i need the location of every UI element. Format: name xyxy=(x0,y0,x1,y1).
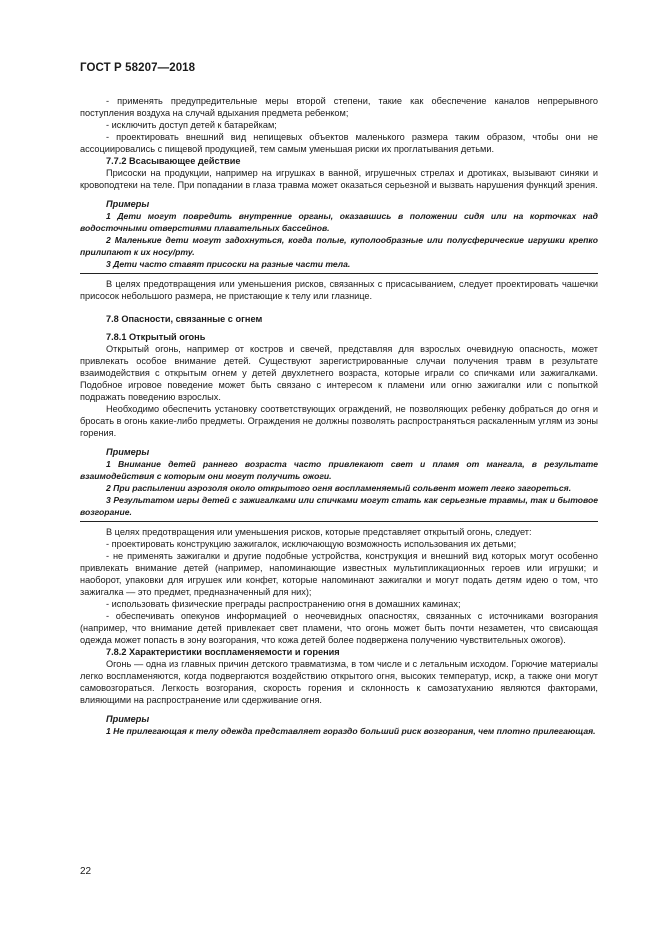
paragraph: - исключить доступ детей к батарейкам; xyxy=(106,120,277,130)
examples-separator xyxy=(80,273,598,274)
examples-title: Примеры xyxy=(106,714,150,724)
examples-title: Примеры xyxy=(106,199,150,209)
list-item: - проектировать конструкцию зажигалок, исключающую возможность использования их детьми; xyxy=(106,539,517,549)
example-item: 3 Результатом игры детей с зажигалками или спичками могут стать как серьезные травмы, так и бытовое возгорание. xyxy=(80,495,598,517)
list-item: - не применять зажигалки и другие подобные устройства, конструкция и внешний вид которых могут особенно привлекать внимание детей (например, напоминающие известных мультипликационных героев или игрушки; и наоборот, упаковки для игрушек или конфет, которые напоминают зажигалки и могут подать детям идею о том, что зажигалка — это предмет, предназначенный для них); xyxy=(80,551,598,597)
section-heading-7-8: 7.8 Опасности, связанные с огнем xyxy=(106,314,263,324)
examples-title: Примеры xyxy=(106,447,150,457)
paragraph: - применять предупредительные меры второй степени, такие как обеспечение каналов непрерывного поступления воздуха на случай вдыхания предмета ребенком; xyxy=(80,96,598,118)
paragraph: Необходимо обеспечить установку соответствующих ограждений, не позволяющих ребенку добраться до огня и бросать в огонь какие-либо предметы. Ограждения не должны позволять распространяться раскаленным углям из зоны горения. xyxy=(80,404,598,438)
paragraph: Присоски на продукции, например на игрушках в ванной, игрушечных стрелах и дротиках, вызывают синяки и кровоподтеки на теле. При попадании в глаза травма может оказаться серьезной и вызвать нарушения функций зрения. xyxy=(80,168,598,190)
section-heading-7-8-1: 7.8.1 Открытый огонь xyxy=(106,332,206,342)
example-item: 2 Маленькие дети могут задохнуться, когда полые, куполообразные или полусферические игрушки крепко прилипают к их носу/рту. xyxy=(80,235,598,257)
list-item: - обеспечивать опекунов информацией о неочевидных опасностях, связанных с источниками возгорания (например, что внимание детей привлекает свет пламени, что огонь может быть почти незаметен, что свисающая одежда может попасть в зону возгорания, что кожа детей более подвержена получению чувствительных ожогов). xyxy=(80,611,598,645)
section-heading-7-8-2: 7.8.2 Характеристики воспламеняемости и горения xyxy=(106,647,340,657)
paragraph: Огонь — одна из главных причин детского травматизма, в том числе и с летальным исходом. Горючие материалы легко воспламеняются, когда подвергаются воздействию открытого огня, высоких температур, искр, а также они могут самовозгораться. Легкость возгорания, скорость горения и склонность к самозатуханию являются факторами, влияющими на распространение или сдерживание огня. xyxy=(80,659,598,705)
example-item: 2 При распылении аэрозоля около открытого огня воспламеняемый сольвент может легко загореться. xyxy=(106,483,572,493)
paragraph: Открытый огонь, например от костров и свечей, представляя для взрослых очевидную опасность, может привлекать особое внимание детей. Существуют зарегистрированные случаи получения травм в результате взаимодействия с открытым огнем у детей двухлетнего возраста, которые играли со спичками или зажигалками. Подобное игровое поведение может быть связано с интересом к пламени или огню зажигалки или с попыткой подражать поведению взрослых. xyxy=(80,344,598,402)
page-number: 22 xyxy=(80,866,92,877)
document-header: ГОСТ Р 58207—2018 xyxy=(80,62,196,74)
example-item: 1 Не прилегающая к телу одежда представляет гораздо больший риск возгорания, чем плотно прилегающая. xyxy=(106,726,596,736)
document-body xyxy=(80,95,598,737)
example-item: 1 Внимание детей раннего возраста часто привлекают свет и пламя от мангала, в результате взаимодействия с которым они могут получить ожоги. xyxy=(80,459,598,481)
example-item: 1 Дети могут повредить внутренние органы, оказавшись в положении сидя или на корточках над водосточными отверстиями плавательных бассейнов. xyxy=(80,211,598,233)
section-heading-7-7-2: 7.7.2 Всасывающее действие xyxy=(106,156,241,166)
examples-separator xyxy=(80,521,598,522)
paragraph: В целях предотвращения или уменьшения рисков, которые представляет открытый огонь, следует: xyxy=(106,527,532,537)
list-item: - использовать физические преграды распространению огня в домашних каминах; xyxy=(106,599,461,609)
paragraph: В целях предотвращения или уменьшения рисков, связанных с присасыванием, следует проектировать чашечки присосок небольшого размера, не пристающие к телу или глазнице. xyxy=(80,279,598,301)
paragraph: - проектировать внешний вид непищевых объектов маленького размера таким образом, чтобы они не ассоциировались с пищевой продукцией, тем самым уменьшая риски их проглатывания детьми. xyxy=(80,132,598,154)
example-item: 3 Дети часто ставят присоски на разные части тела. xyxy=(106,259,351,269)
